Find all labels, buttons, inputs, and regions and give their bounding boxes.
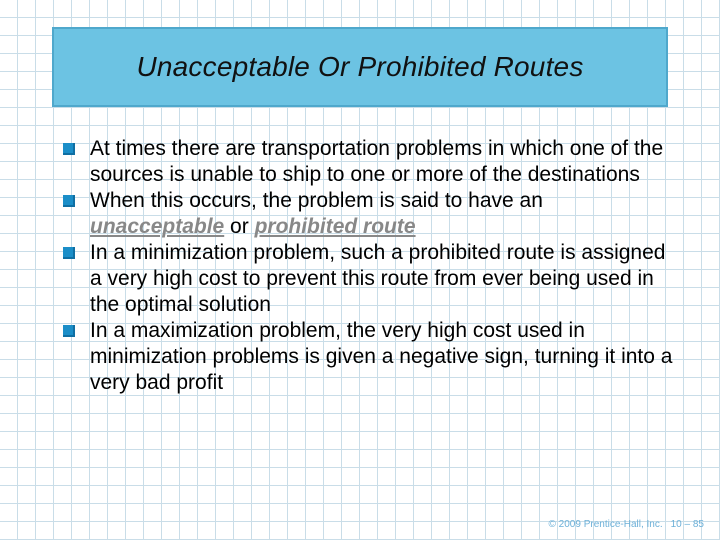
emphasis-unacceptable: unacceptable (90, 215, 225, 238)
square-bullet-icon (63, 195, 75, 207)
square-bullet-icon (63, 247, 75, 259)
square-bullet-icon (63, 143, 75, 155)
bullet-text: In a minimization problem, such a prohibited route is assigned a very high cost to prevent this route from ever being used in the optimal solution (90, 241, 666, 316)
bullet-item (60, 188, 680, 240)
square-bullet-icon (63, 325, 75, 337)
emphasis-prohibited-route: prohibited route (254, 215, 416, 238)
bullet-list (60, 136, 680, 396)
bullet-item (60, 318, 680, 396)
title-banner (52, 27, 668, 107)
copyright-text: © 2009 Prentice-Hall, Inc. (548, 519, 663, 530)
slide-footer (549, 519, 704, 530)
bullet-item (60, 136, 680, 188)
bullet-text-connector: or (224, 215, 255, 238)
bullet-text: In a maximization problem, the very high cost used in minimization problems is given a negative sign, turning it into a very bad profit (90, 319, 673, 394)
page-number: 10 – 85 (670, 519, 704, 530)
slide-title: Unacceptable Or Prohibited Routes (136, 51, 584, 82)
bullet-text: At times there are transportation problems in which one of the sources is unable to ship to one or more of the destinations (90, 137, 664, 186)
bullet-item (60, 240, 680, 318)
bullet-text-prefix: When this occurs, the problem is said to have an (90, 189, 543, 212)
